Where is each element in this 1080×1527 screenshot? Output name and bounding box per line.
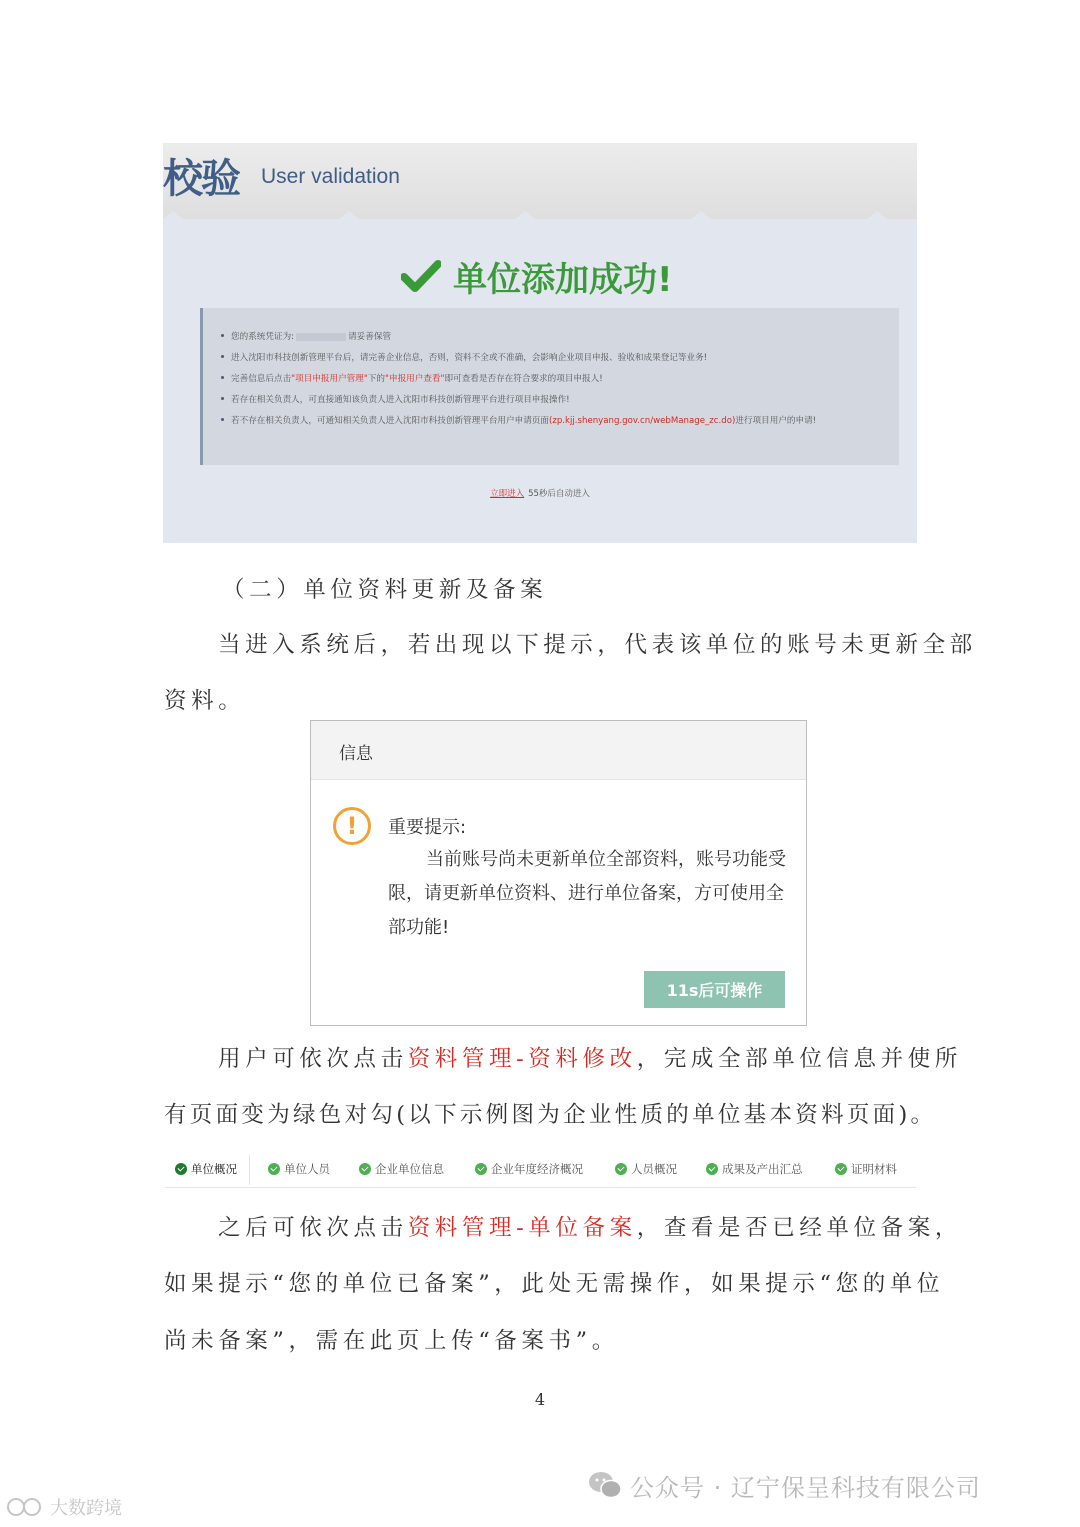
notice-text: 若存在相关负责人，可直接通知该负责人进入沈阳市科技创新管理平台进行项目申报操作! [231, 395, 570, 405]
page-number: 4 [534, 1390, 546, 1409]
check-circle-icon [359, 1163, 371, 1175]
check-circle-icon [175, 1163, 187, 1175]
info-dialog [310, 720, 807, 1026]
countdown-button[interactable]: 11s后可操作 [644, 971, 785, 1008]
notice-text: 即可查看是否存在符合要求的项目申报人! [444, 374, 603, 384]
notice-highlight: "项目申报用户管理" [291, 374, 368, 384]
countdown-text: 55秒后自动进入 [528, 489, 590, 499]
tab-annual-economy[interactable] [475, 1153, 583, 1185]
tab-label: 单位人员 [284, 1162, 330, 1176]
check-circle-icon [835, 1163, 847, 1175]
paragraph-3-line-3: 尚未备案”，需在此页上传“备案书”。 [164, 1328, 619, 1354]
notice-highlight: "申报用户查看" [385, 374, 445, 384]
watermark-left-text: 大数跨境 [50, 1498, 122, 1519]
dialog-message: 当前账号尚未更新单位全部资料，账号功能受限，请更新单位资料、进行单位备案，方可使用全部功能! [388, 849, 786, 938]
paragraph-2-line-1 [218, 1031, 970, 1087]
tab-label: 证明材料 [851, 1162, 897, 1176]
check-circle-icon [615, 1163, 627, 1175]
header-zigzag-edge [163, 211, 917, 227]
tab-label: 人员概况 [631, 1162, 677, 1176]
paragraph-text: 之后可依次点击 [218, 1215, 408, 1241]
notice-item [231, 393, 899, 414]
tab-personnel-overview[interactable] [615, 1153, 677, 1185]
tab-company-info[interactable] [359, 1153, 444, 1185]
paragraph-1-line-2: 资料。 [164, 688, 246, 714]
validation-header [163, 143, 917, 221]
tab-label: 企业单位信息 [375, 1162, 444, 1176]
check-circle-icon [475, 1163, 487, 1175]
logo-watermark [6, 1492, 122, 1522]
notice-text: 下的 [367, 374, 386, 384]
tab-certificates[interactable] [835, 1153, 897, 1185]
check-circle-icon [706, 1163, 718, 1175]
notice-box [200, 308, 899, 465]
notice-item [231, 330, 899, 351]
tab-label: 成果及产出汇总 [722, 1162, 803, 1176]
watermark-text: 公众号 · 辽宁保呈科技有限公司 [630, 1473, 981, 1502]
notice-text: 进入沈阳市科技创新管理平台后，请完善企业信息，否则，资料不全或不准确，会影响企业项目申报、验收和成果登记等业务! [231, 353, 708, 363]
auto-enter-row [163, 487, 917, 499]
dialog-title: 信息 [339, 744, 373, 764]
wechat-icon [588, 1471, 622, 1499]
notice-item [231, 351, 899, 372]
header-title-en: User validation [261, 165, 400, 188]
notice-text: 您的系统凭证为: [231, 332, 295, 342]
enter-now-link[interactable]: 立即进入 [490, 489, 525, 499]
tab-label: 企业年度经济概况 [491, 1162, 583, 1176]
header-title-zh: 校验 [163, 156, 239, 202]
wechat-watermark [588, 1465, 981, 1505]
check-circle-icon [268, 1163, 280, 1175]
paragraph-text: ，查看是否已经单位备案， [636, 1215, 962, 1241]
redacted-credential [296, 333, 346, 341]
tab-divider [249, 1155, 250, 1185]
tab-output-summary[interactable] [706, 1153, 803, 1185]
dialog-heading: 重要提示: [388, 817, 467, 838]
notice-text: 若不存在相关负责人，可通知相关负责人进入沈阳市科技创新管理平台用户申请页面 [231, 416, 549, 426]
paragraph-1-line-1: 当进入系统后，若出现以下提示，代表该单位的账号未更新全部 [218, 632, 977, 658]
notice-text: 请妥善保管 [348, 332, 392, 342]
user-validation-screenshot [163, 143, 917, 543]
warning-icon: ! [333, 807, 371, 845]
notice-item [231, 414, 899, 435]
check-icon [401, 260, 441, 292]
tab-unit-staff[interactable] [268, 1153, 330, 1185]
paragraph-text: 用户可依次点击 [218, 1046, 408, 1072]
notice-text: 完善信息后点击 [231, 374, 292, 384]
dialog-header [311, 721, 806, 780]
section-heading: （二）单位资料更新及备案 [222, 577, 548, 603]
notice-text: 进行项目用户的申请! [735, 416, 817, 426]
paragraph-3-line-1 [218, 1200, 970, 1256]
logo-icon [6, 1495, 46, 1519]
tab-label: 单位概况 [191, 1162, 237, 1176]
success-title: 单位添加成功! [453, 259, 673, 300]
notice-url: (zp.kjj.shenyang.gov.cn/webManage_zc.do) [548, 416, 736, 426]
profile-tabs [165, 1153, 916, 1188]
paragraph-text: ，完成全部单位信息并使所 [636, 1046, 962, 1072]
menu-path-highlight: 资料管理-单位备案 [407, 1215, 637, 1241]
success-message [401, 251, 673, 301]
notice-item [231, 372, 899, 393]
paragraph-3-line-2: 如果提示“您的单位已备案”，此处无需操作，如果提示“您的单位 [164, 1271, 945, 1297]
paragraph-2-line-2: 有页面变为绿色对勾(以下示例图为企业性质的单位基本资料页面)。 [164, 1102, 937, 1128]
tab-unit-overview[interactable] [175, 1153, 237, 1185]
menu-path-highlight: 资料管理-资料修改 [407, 1046, 637, 1072]
